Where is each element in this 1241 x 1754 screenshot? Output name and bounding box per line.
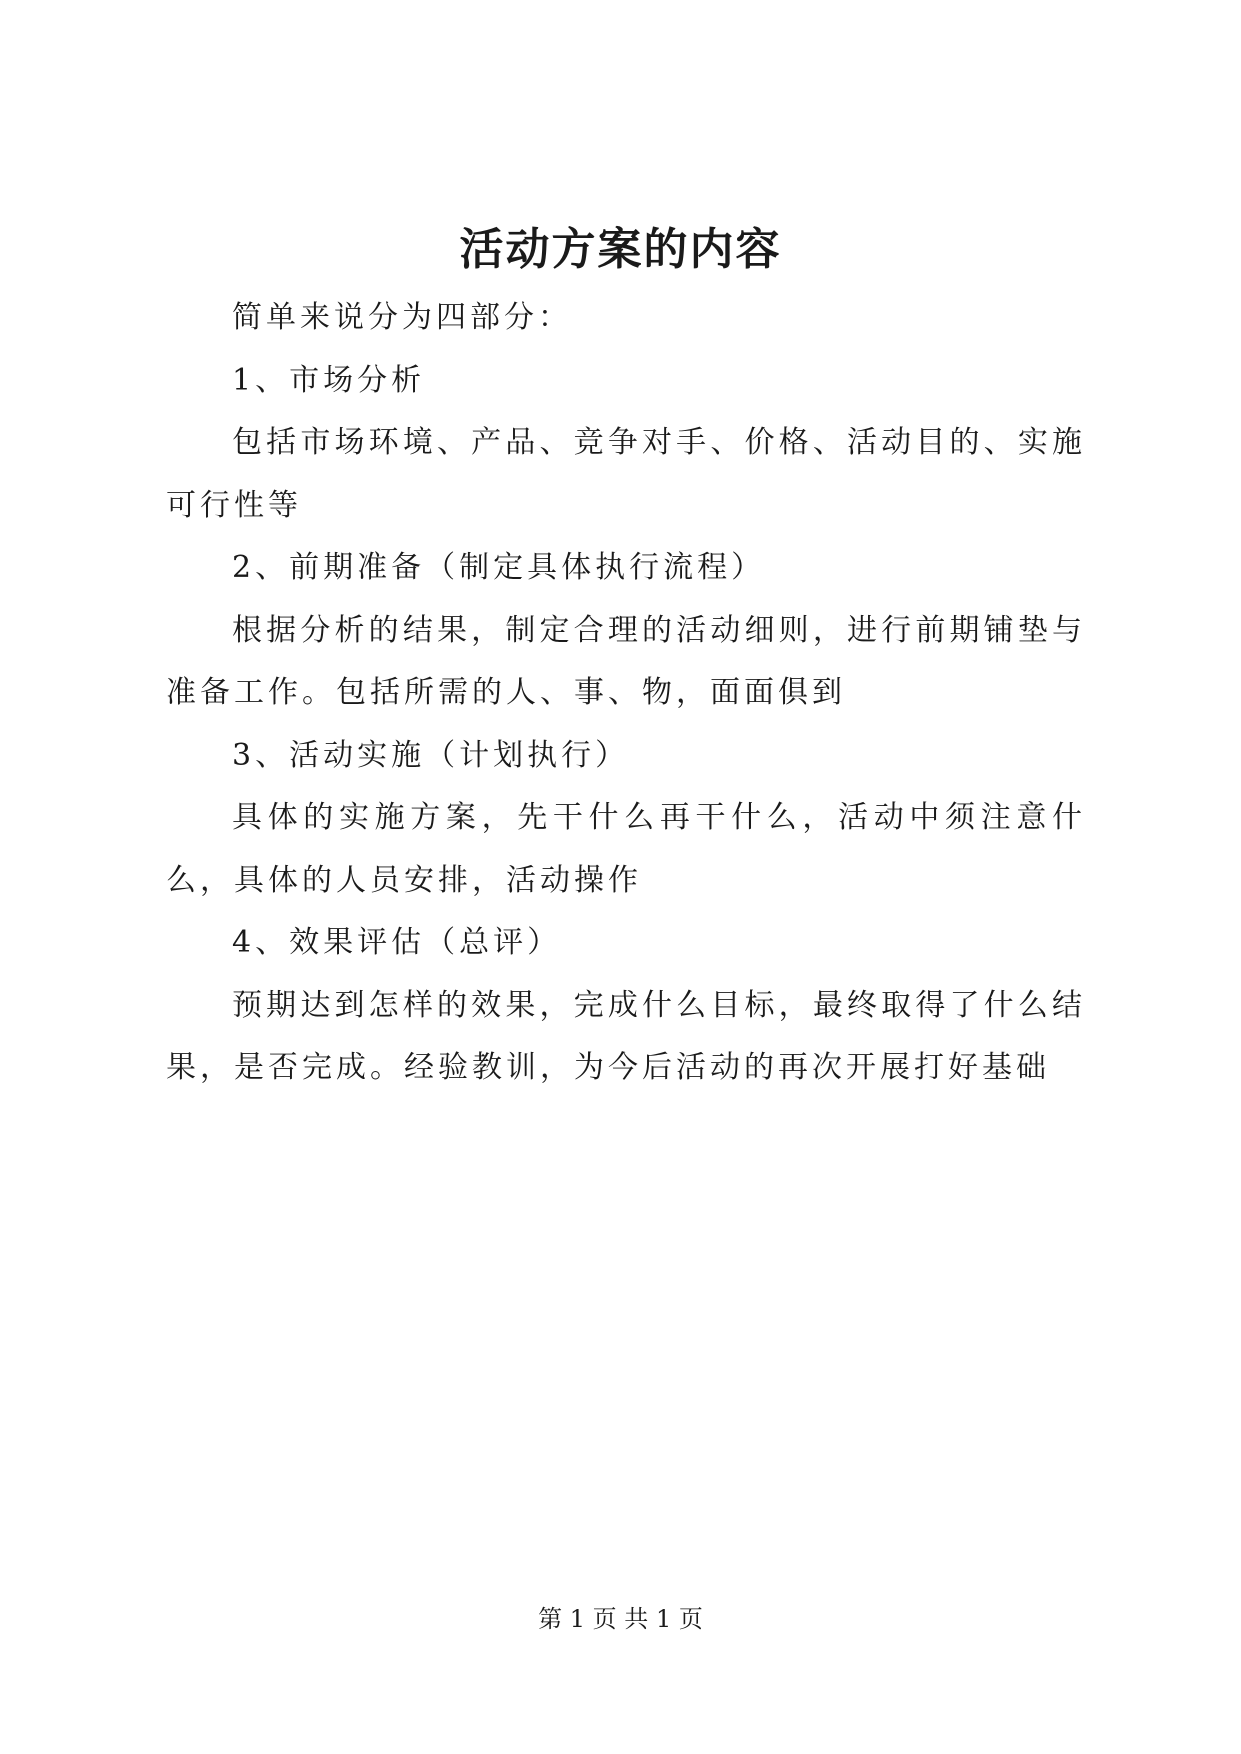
- heading-preparation: 2、前期准备（制定具体执行流程）: [232, 550, 766, 585]
- document-title: 活动方案的内容: [459, 224, 782, 275]
- page-footer: 第 1 页 共 1 页: [538, 1605, 703, 1633]
- document-body: [166, 287, 1086, 1100]
- paragraph-preparation: 根据分析的结果，制定合理的活动细则，进行前期铺垫与准备工作。包括所需的人、事、物，面面俱到: [166, 612, 1086, 710]
- paragraph-implementation: 具体的实施方案，先干什么再干什么，活动中须注意什么，具体的人员安排，活动操作: [166, 800, 1086, 898]
- paragraph-intro: 简单来说分为四部分：: [232, 300, 572, 335]
- heading-market-analysis: 1、市场分析: [232, 362, 426, 398]
- paragraph-evaluation: 预期达到怎样的效果，完成什么目标，最终取得了什么结果，是否完成。经验教训，为今后活动的再次开展打好基础: [166, 987, 1086, 1085]
- heading-evaluation: 4、效果评估（总评）: [232, 925, 562, 960]
- paragraph-market-analysis: 包括市场环境、产品、竞争对手、价格、活动目的、实施可行性等: [166, 425, 1086, 523]
- heading-implementation: 3、活动实施（计划执行）: [232, 737, 630, 773]
